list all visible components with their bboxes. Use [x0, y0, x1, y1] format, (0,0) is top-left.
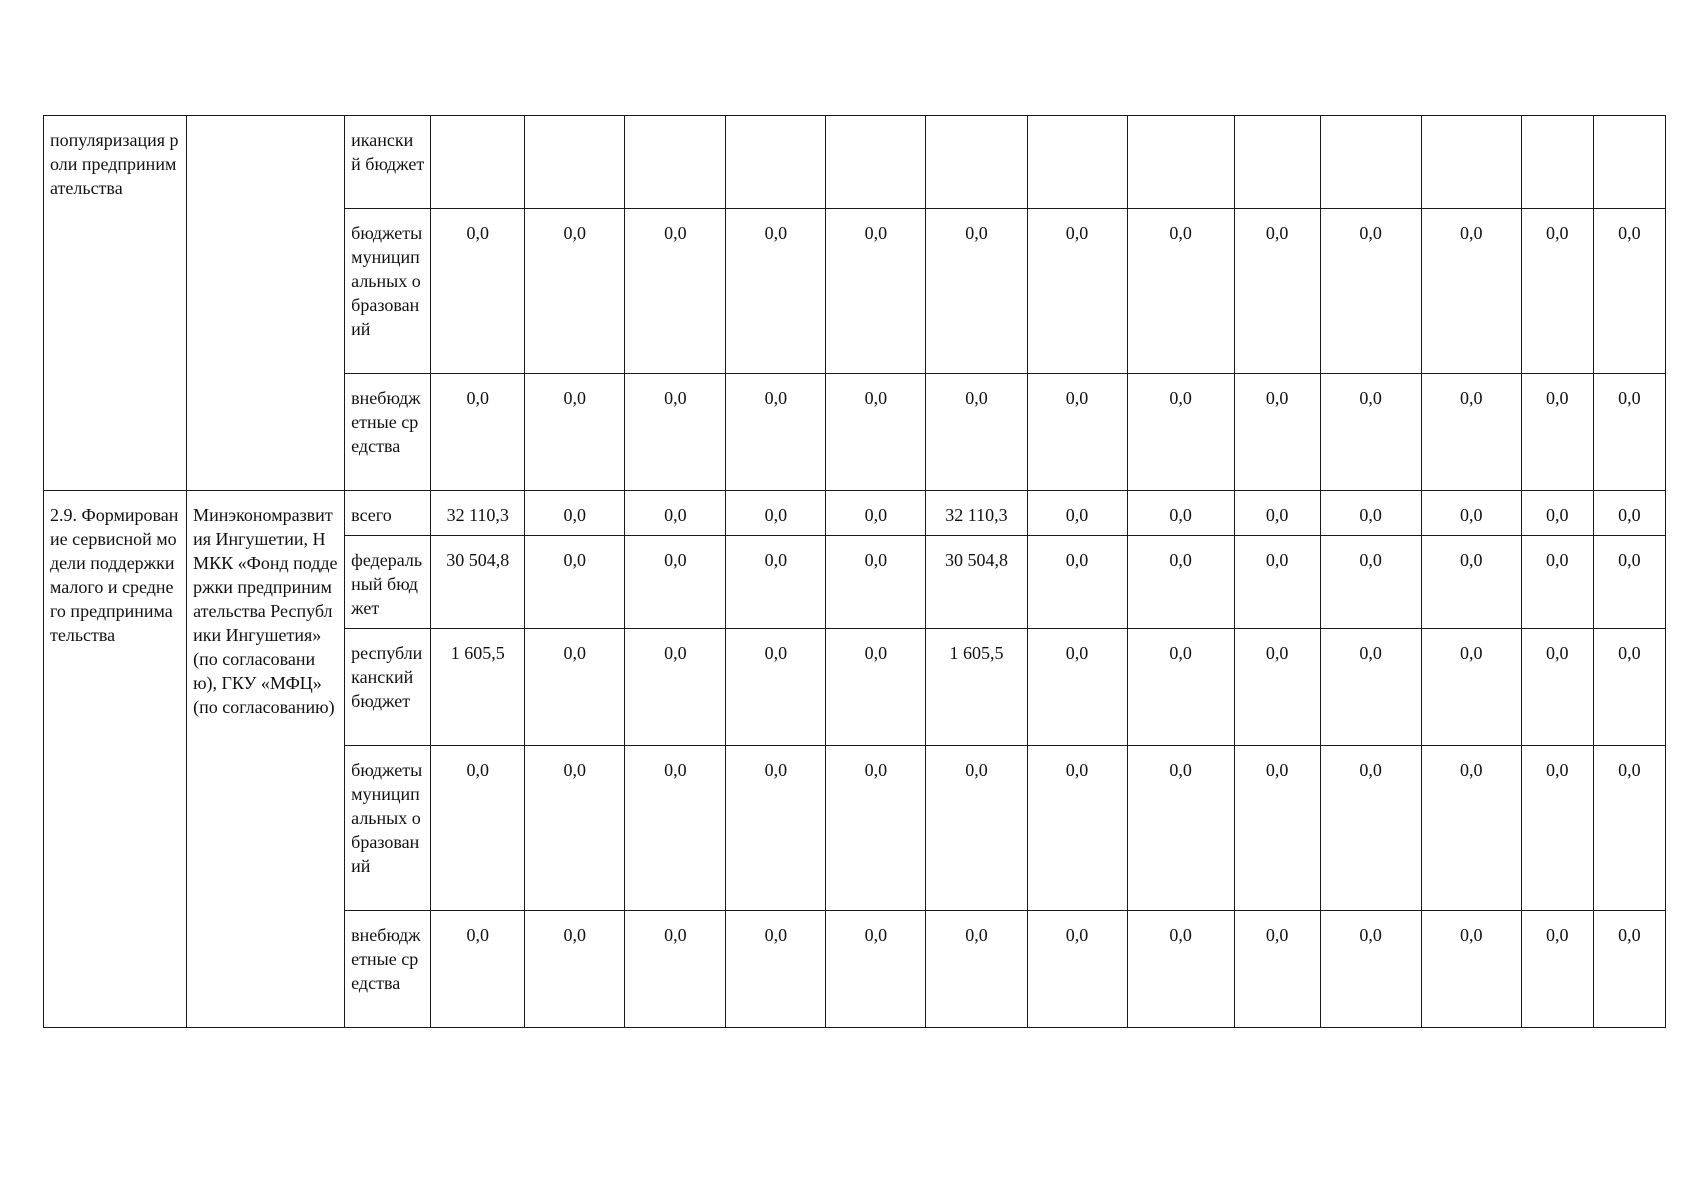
amount-cell: 0,0 — [625, 911, 726, 1028]
amount-cell: 0,0 — [1234, 491, 1320, 536]
amount-cell: 0,0 — [926, 911, 1027, 1028]
amount-cell: 0,0 — [1027, 536, 1127, 629]
amount-cell: 0,0 — [1027, 629, 1127, 746]
amount-cell: 0,0 — [525, 374, 625, 491]
amount-cell — [1234, 116, 1320, 209]
budget-table — [43, 115, 1666, 1028]
amount-cell: 0,0 — [1027, 209, 1127, 374]
amount-cell: 0,0 — [826, 536, 926, 629]
amount-cell: 0,0 — [1320, 911, 1421, 1028]
amount-cell: 0,0 — [726, 374, 826, 491]
amount-cell: 0,0 — [431, 911, 525, 1028]
amount-cell — [1320, 116, 1421, 209]
amount-cell: 0,0 — [1234, 374, 1320, 491]
amount-cell: 0,0 — [525, 491, 625, 536]
table-row — [44, 491, 1666, 536]
amount-cell — [431, 116, 525, 209]
amount-cell: 0,0 — [1421, 374, 1521, 491]
amount-cell: 30 504,8 — [926, 536, 1027, 629]
amount-cell: 0,0 — [1521, 911, 1593, 1028]
amount-cell — [1127, 116, 1234, 209]
amount-cell: 0,0 — [1234, 629, 1320, 746]
amount-cell: 0,0 — [926, 374, 1027, 491]
amount-cell: 0,0 — [1234, 209, 1320, 374]
amount-cell: 0,0 — [525, 746, 625, 911]
amount-cell: 0,0 — [1521, 209, 1593, 374]
amount-cell: 0,0 — [1320, 374, 1421, 491]
amount-cell: 0,0 — [1127, 536, 1234, 629]
amount-cell: 0,0 — [1320, 536, 1421, 629]
amount-cell: 30 504,8 — [431, 536, 525, 629]
amount-cell: 0,0 — [1421, 629, 1521, 746]
amount-cell: 0,0 — [1421, 209, 1521, 374]
amount-cell: 0,0 — [525, 209, 625, 374]
amount-cell: 0,0 — [625, 629, 726, 746]
amount-cell — [625, 116, 726, 209]
amount-cell: 0,0 — [525, 536, 625, 629]
funding-source-cell: бюджеты муниципальных образований — [345, 209, 431, 374]
executor-cell — [187, 116, 345, 491]
amount-cell: 0,0 — [726, 491, 826, 536]
amount-cell: 0,0 — [1027, 491, 1127, 536]
amount-cell: 1 605,5 — [926, 629, 1027, 746]
funding-source-cell: внебюджетные средства — [345, 911, 431, 1028]
funding-source-cell: федеральный бюджет — [345, 536, 431, 629]
amount-cell: 0,0 — [1593, 374, 1665, 491]
funding-source-cell: всего — [345, 491, 431, 536]
amount-cell: 0,0 — [1127, 911, 1234, 1028]
amount-cell: 0,0 — [1234, 911, 1320, 1028]
amount-cell: 0,0 — [826, 911, 926, 1028]
amount-cell: 32 110,3 — [926, 491, 1027, 536]
amount-cell — [1027, 116, 1127, 209]
amount-cell: 0,0 — [726, 746, 826, 911]
amount-cell: 0,0 — [1521, 536, 1593, 629]
amount-cell: 0,0 — [1421, 491, 1521, 536]
amount-cell: 0,0 — [1521, 491, 1593, 536]
amount-cell: 0,0 — [431, 746, 525, 911]
amount-cell: 0,0 — [726, 911, 826, 1028]
amount-cell: 0,0 — [726, 209, 826, 374]
amount-cell: 0,0 — [926, 746, 1027, 911]
funding-source-cell: икански й бюджет — [345, 116, 431, 209]
amount-cell: 0,0 — [1421, 911, 1521, 1028]
amount-cell: 0,0 — [525, 911, 625, 1028]
amount-cell: 0,0 — [525, 629, 625, 746]
amount-cell: 0,0 — [1027, 374, 1127, 491]
event-name-cell: 2.9. Формирование сервисной модели поддержки малого и среднего предпринимательства — [44, 491, 187, 1028]
amount-cell: 0,0 — [1521, 746, 1593, 911]
amount-cell: 0,0 — [1234, 746, 1320, 911]
amount-cell: 0,0 — [1421, 746, 1521, 911]
amount-cell: 0,0 — [826, 746, 926, 911]
amount-cell: 0,0 — [431, 209, 525, 374]
amount-cell: 0,0 — [1320, 629, 1421, 746]
amount-cell: 0,0 — [625, 746, 726, 911]
amount-cell: 0,0 — [625, 491, 726, 536]
amount-cell: 0,0 — [1320, 491, 1421, 536]
amount-cell: 0,0 — [625, 209, 726, 374]
amount-cell: 0,0 — [1127, 491, 1234, 536]
amount-cell: 0,0 — [625, 374, 726, 491]
amount-cell: 0,0 — [1027, 911, 1127, 1028]
amount-cell: 0,0 — [1593, 746, 1665, 911]
amount-cell: 0,0 — [926, 209, 1027, 374]
amount-cell: 0,0 — [826, 629, 926, 746]
amount-cell — [525, 116, 625, 209]
executor-cell: Минэкономразвития Ингушетии, НМКК «Фонд поддержки предпринимательства Республики Ингушетия» (по согласованию), ГКУ «МФЦ» (по согласованию) — [187, 491, 345, 1028]
amount-cell: 0,0 — [1127, 209, 1234, 374]
amount-cell: 0,0 — [1521, 374, 1593, 491]
amount-cell: 0,0 — [1593, 911, 1665, 1028]
amount-cell: 0,0 — [826, 491, 926, 536]
amount-cell: 1 605,5 — [431, 629, 525, 746]
amount-cell: 0,0 — [1320, 209, 1421, 374]
amount-cell: 0,0 — [625, 536, 726, 629]
amount-cell: 0,0 — [1234, 536, 1320, 629]
amount-cell: 0,0 — [1421, 536, 1521, 629]
amount-cell — [826, 116, 926, 209]
amount-cell — [1521, 116, 1593, 209]
funding-source-cell: республиканский бюджет — [345, 629, 431, 746]
amount-cell: 0,0 — [1521, 629, 1593, 746]
amount-cell: 32 110,3 — [431, 491, 525, 536]
amount-cell: 0,0 — [1027, 746, 1127, 911]
amount-cell: 0,0 — [1593, 209, 1665, 374]
amount-cell: 0,0 — [1127, 629, 1234, 746]
event-name-cell: популяризация роли предпринимательства — [44, 116, 187, 491]
amount-cell: 0,0 — [1127, 746, 1234, 911]
amount-cell — [726, 116, 826, 209]
amount-cell: 0,0 — [431, 374, 525, 491]
amount-cell — [926, 116, 1027, 209]
amount-cell: 0,0 — [826, 374, 926, 491]
amount-cell: 0,0 — [826, 209, 926, 374]
amount-cell: 0,0 — [1593, 536, 1665, 629]
amount-cell — [1421, 116, 1521, 209]
table-row — [44, 116, 1666, 209]
amount-cell: 0,0 — [726, 536, 826, 629]
amount-cell: 0,0 — [726, 629, 826, 746]
funding-source-cell: бюджеты муниципальных образований — [345, 746, 431, 911]
amount-cell: 0,0 — [1127, 374, 1234, 491]
amount-cell: 0,0 — [1593, 491, 1665, 536]
amount-cell: 0,0 — [1320, 746, 1421, 911]
amount-cell: 0,0 — [1593, 629, 1665, 746]
amount-cell — [1593, 116, 1665, 209]
funding-source-cell: внебюджетные средства — [345, 374, 431, 491]
